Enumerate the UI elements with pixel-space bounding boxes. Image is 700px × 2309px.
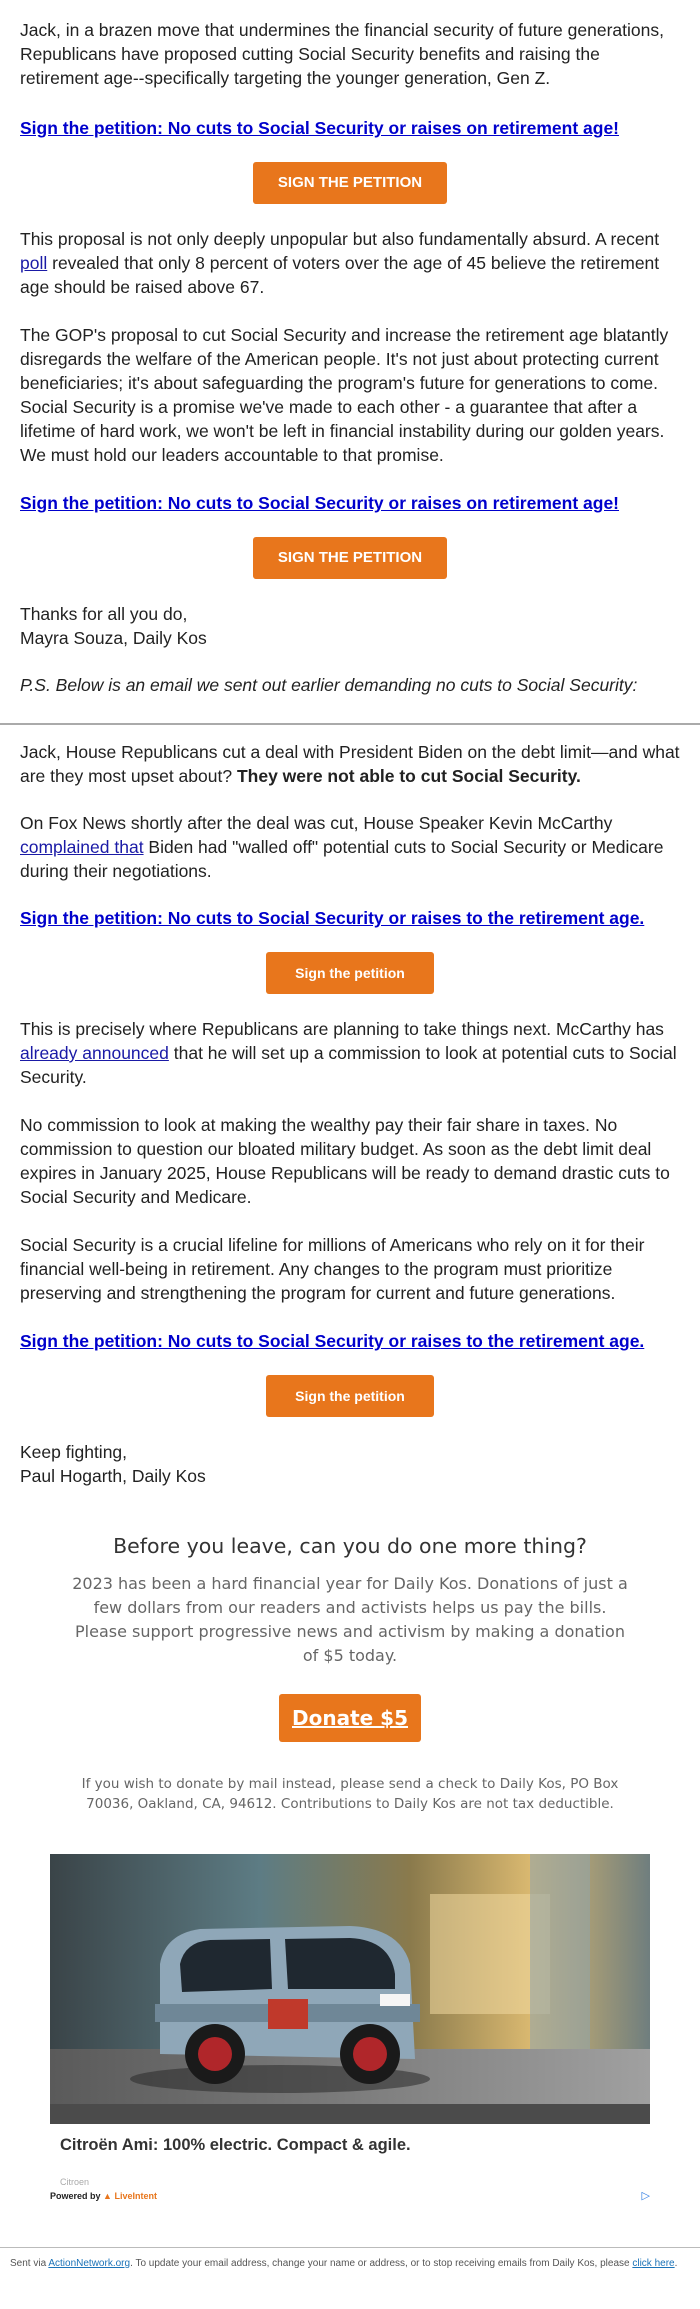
liveintent-icon: ▲: [103, 2191, 112, 2201]
poll-link[interactable]: poll: [20, 253, 48, 273]
petition-link[interactable]: Sign the petition: No cuts to Social Security or raises on retirement age!: [20, 118, 620, 138]
commission-paragraph: No commission to look at making the wealthy pay their fair share in taxes. No commission to question our bloated military budget. As soon as the debt limit deal expires in January 2025, House Republicans will be ready to demand drastic cuts to Social Security and Medicare.: [20, 1115, 670, 1207]
ask-heading: Before you leave, can you do one more thing?: [113, 1534, 587, 1558]
signoff: Keep fighting, Paul Hogarth, Daily Kos: [20, 1442, 206, 1486]
complained-link[interactable]: complained that: [20, 837, 144, 857]
lifeline-paragraph: Social Security is a crucial lifeline for millions of Americans who rely on it for their financial well-being in retirement. Any changes to the program must prioritize preserving and strengthening the program for current and future generations.: [20, 1235, 645, 1303]
petition-link[interactable]: Sign the petition: No cuts to Social Security or raises to the retirement age.: [20, 908, 645, 928]
donation-ask: [20, 1532, 680, 1814]
next-paragraph: This is precisely where Republicans are planning to take things next. McCarthy has already announced that he will set up a commission to look at potential cuts to Social Security.: [20, 1019, 677, 1087]
intro-paragraph: Jack, in a brazen move that undermines the financial security of future generations, Republicans have proposed cutting Social Security benefits and raising the retirement age--specifically targeting the younger generation, Gen Z.: [20, 20, 664, 88]
spacer: [20, 2217, 680, 2247]
mail-donation-note: If you wish to donate by mail instead, please send a check to Daily Kos, PO Box 70036, Oakland, CA, 94612. Contributions to Daily Kos are not tax deductible.: [81, 1776, 619, 1812]
actionnetwork-link[interactable]: ActionNetwork.org: [48, 2258, 131, 2269]
gop-paragraph: The GOP's proposal to cut Social Security and increase the retirement age blatantly disregards the welfare of the American people. It's not just about protecting current beneficiaries; it's about safeguarding the program's future for generations to come. Social Security is a promise we've made to each other - a guarantee that after a lifetime of hard work, we won't be left in financial instability during our golden years. We must hold our leaders accountable to that promise.: [20, 325, 669, 465]
ad-sponsor: Citroen: [60, 2177, 90, 2187]
powered-by[interactable]: Powered by ▲ LiveIntent: [50, 2191, 157, 2201]
earlier-intro: Jack, House Republicans cut a deal with President Biden on the debt limit—and what are they most upset about? They were not able to cut Social Security.: [20, 742, 680, 786]
poll-paragraph: This proposal is not only deeply unpopular but also fundamentally absurd. A recent poll revealed that only 8 percent of voters over the age of 45 believe the retirement age should be raised above 67.: [20, 229, 660, 297]
postscript: P.S. Below is an email we sent out earlier demanding no cuts to Social Security:: [20, 675, 638, 695]
sign-petition-button[interactable]: SIGN THE PETITION: [253, 537, 447, 579]
unsubscribe-link[interactable]: click here: [632, 2258, 675, 2269]
ad-caption[interactable]: Citroën Ami: 100% electric. Compact & agile.: [60, 2136, 411, 2154]
ad-footer: [50, 2177, 650, 2217]
signoff: Thanks for all you do, Mayra Souza, Daily Kos: [20, 604, 207, 648]
divider: [0, 723, 700, 725]
sign-petition-button[interactable]: Sign the petition: [266, 1375, 434, 1417]
email-footer: Sent via ActionNetwork.org. To update your email address, change your name or address, or to stop receiving emails from Daily Kos, please click here.: [0, 2247, 700, 2279]
petition-link[interactable]: Sign the petition: No cuts to Social Security or raises on retirement age!: [20, 493, 620, 513]
sign-petition-button[interactable]: Sign the petition: [266, 952, 434, 994]
adchoices-icon[interactable]: ▷: [641, 2190, 650, 2202]
sign-petition-button[interactable]: SIGN THE PETITION: [253, 162, 447, 204]
announced-link[interactable]: already announced: [20, 1043, 169, 1063]
fox-paragraph: On Fox News shortly after the deal was cut, House Speaker Kevin McCarthy complained that Biden had "walled off" potential cuts to Social Security or Medicare during their negotiations.: [20, 813, 664, 881]
donate-button[interactable]: Donate $5: [279, 1694, 421, 1742]
ad-image[interactable]: [50, 1854, 650, 2124]
advertisement: [50, 1854, 650, 2217]
petition-link[interactable]: Sign the petition: No cuts to Social Security or raises to the retirement age.: [20, 1331, 645, 1351]
ask-body: 2023 has been a hard financial year for Daily Kos. Donations of just a few dollars from our readers and activists helps us pay the bills. Please support progressive news and activism by making a donation of $5 today.: [72, 1574, 628, 1665]
car-illustration: [50, 1854, 650, 2124]
